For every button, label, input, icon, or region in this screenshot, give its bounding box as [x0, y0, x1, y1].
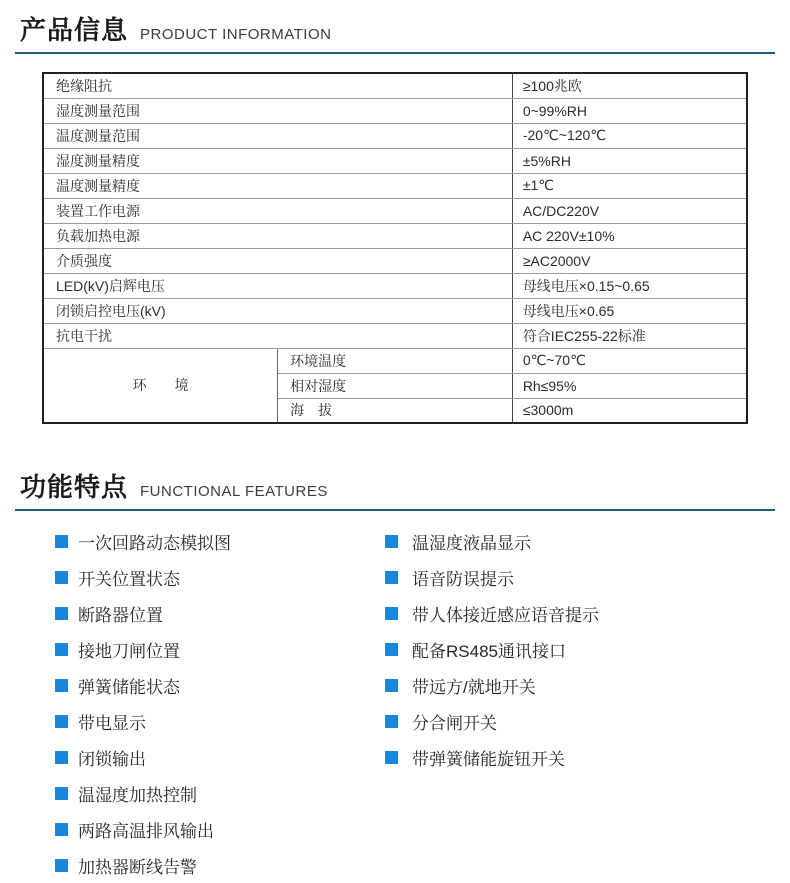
feature-item — [385, 739, 790, 775]
table-row — [43, 248, 747, 273]
feature-label: 两路高温排风输出 — [78, 821, 214, 841]
feature-label: 接地刀闸位置 — [78, 641, 180, 661]
spec-value: 符合IEC255-22标准 — [512, 323, 747, 348]
spec-value: AC/DC220V — [512, 198, 747, 223]
feature-item — [55, 811, 385, 847]
features-header — [15, 457, 775, 511]
bullet-square-icon — [55, 679, 68, 692]
feature-item — [55, 631, 385, 667]
spec-value: 0~99%RH — [512, 98, 747, 123]
spec-table — [42, 72, 748, 424]
spec-value: ±1℃ — [512, 173, 747, 198]
feature-item — [55, 559, 385, 595]
spec-sublabel: 海 拔 — [278, 398, 513, 423]
spec-label: 介质强度 — [43, 248, 512, 273]
section-divider-line — [15, 52, 775, 54]
feature-item — [385, 523, 790, 559]
spec-value: 母线电压×0.65 — [512, 298, 747, 323]
table-row — [43, 98, 747, 123]
spec-value: ≤3000m — [512, 398, 747, 423]
features-columns — [0, 511, 790, 883]
feature-label: 带电显示 — [78, 713, 146, 733]
feature-item — [55, 595, 385, 631]
feature-item — [385, 703, 790, 739]
bullet-square-icon — [55, 571, 68, 584]
bullet-square-icon — [55, 715, 68, 728]
table-row — [43, 223, 747, 248]
product-info-title-zh: 产品信息 — [20, 15, 129, 45]
feature-item — [55, 847, 385, 883]
features-title-en: FUNCTIONAL FEATURES — [140, 483, 328, 500]
feature-label: 带远方/就地开关 — [412, 677, 536, 697]
product-info-title-en: PRODUCT INFORMATION — [140, 26, 332, 43]
feature-item — [55, 667, 385, 703]
bullet-square-icon — [55, 607, 68, 620]
spec-sublabel: 环境温度 — [278, 348, 513, 373]
spec-label: 温度测量范围 — [43, 123, 512, 148]
features-column-right — [385, 523, 790, 883]
bullet-square-icon — [55, 823, 68, 836]
feature-label: 带弹簧储能旋钮开关 — [412, 749, 565, 769]
table-row — [43, 198, 747, 223]
feature-item — [385, 559, 790, 595]
table-row — [43, 323, 747, 348]
bullet-square-icon — [385, 535, 398, 548]
feature-item — [55, 703, 385, 739]
spec-label: 绝缘阻抗 — [43, 73, 512, 98]
bullet-square-icon — [385, 679, 398, 692]
features-column-left — [55, 523, 385, 883]
bullet-square-icon — [385, 715, 398, 728]
feature-label: 分合闸开关 — [412, 713, 497, 733]
feature-label: 弹簧储能状态 — [78, 677, 180, 697]
feature-item — [55, 739, 385, 775]
spec-label: LED(kV)启辉电压 — [43, 273, 512, 298]
bullet-square-icon — [385, 607, 398, 620]
spec-sublabel: 相对湿度 — [278, 373, 513, 398]
feature-label: 带人体接近感应语音提示 — [412, 605, 599, 625]
spec-value: ±5%RH — [512, 148, 747, 173]
feature-label: 闭锁输出 — [78, 749, 146, 769]
spec-value: ≥AC2000V — [512, 248, 747, 273]
spec-value: ≥100兆欧 — [512, 73, 747, 98]
environment-group-label: 环 境 — [43, 348, 278, 423]
spec-value: 母线电压×0.15~0.65 — [512, 273, 747, 298]
feature-item — [55, 523, 385, 559]
spec-value: AC 220V±10% — [512, 223, 747, 248]
table-row — [43, 298, 747, 323]
bullet-square-icon — [385, 751, 398, 764]
spec-table-container — [42, 72, 748, 424]
spec-value: -20℃~120℃ — [512, 123, 747, 148]
table-row — [43, 123, 747, 148]
features-section — [0, 457, 790, 883]
spec-label: 负载加热电源 — [43, 223, 512, 248]
spec-label: 湿度测量精度 — [43, 148, 512, 173]
table-row-environment — [43, 348, 747, 373]
feature-label: 断路器位置 — [78, 605, 163, 625]
bullet-square-icon — [55, 859, 68, 872]
table-row — [43, 148, 747, 173]
feature-label: 加热器断线告警 — [78, 857, 197, 877]
bullet-square-icon — [385, 571, 398, 584]
feature-item — [385, 595, 790, 631]
feature-label: 温湿度液晶显示 — [412, 533, 531, 553]
table-row — [43, 173, 747, 198]
spec-label: 装置工作电源 — [43, 198, 512, 223]
feature-label: 温湿度加热控制 — [78, 785, 197, 805]
feature-item — [385, 667, 790, 703]
feature-label: 配备RS485通讯接口 — [412, 641, 566, 661]
bullet-square-icon — [55, 643, 68, 656]
spec-value: Rh≤95% — [512, 373, 747, 398]
feature-item — [55, 775, 385, 811]
product-info-header — [15, 0, 775, 54]
feature-label: 语音防误提示 — [412, 569, 514, 589]
spec-value: 0℃~70℃ — [512, 348, 747, 373]
spec-label: 湿度测量范围 — [43, 98, 512, 123]
spec-label: 闭锁启控电压(kV) — [43, 298, 512, 323]
feature-label: 开关位置状态 — [78, 569, 180, 589]
bullet-square-icon — [55, 751, 68, 764]
spec-label: 温度测量精度 — [43, 173, 512, 198]
bullet-square-icon — [385, 643, 398, 656]
bullet-square-icon — [55, 535, 68, 548]
spec-label: 抗电干扰 — [43, 323, 512, 348]
table-row — [43, 73, 747, 98]
feature-label: 一次回路动态模拟图 — [78, 533, 231, 553]
features-title-zh: 功能特点 — [20, 472, 129, 502]
bullet-square-icon — [55, 787, 68, 800]
table-row — [43, 273, 747, 298]
feature-item — [385, 631, 790, 667]
